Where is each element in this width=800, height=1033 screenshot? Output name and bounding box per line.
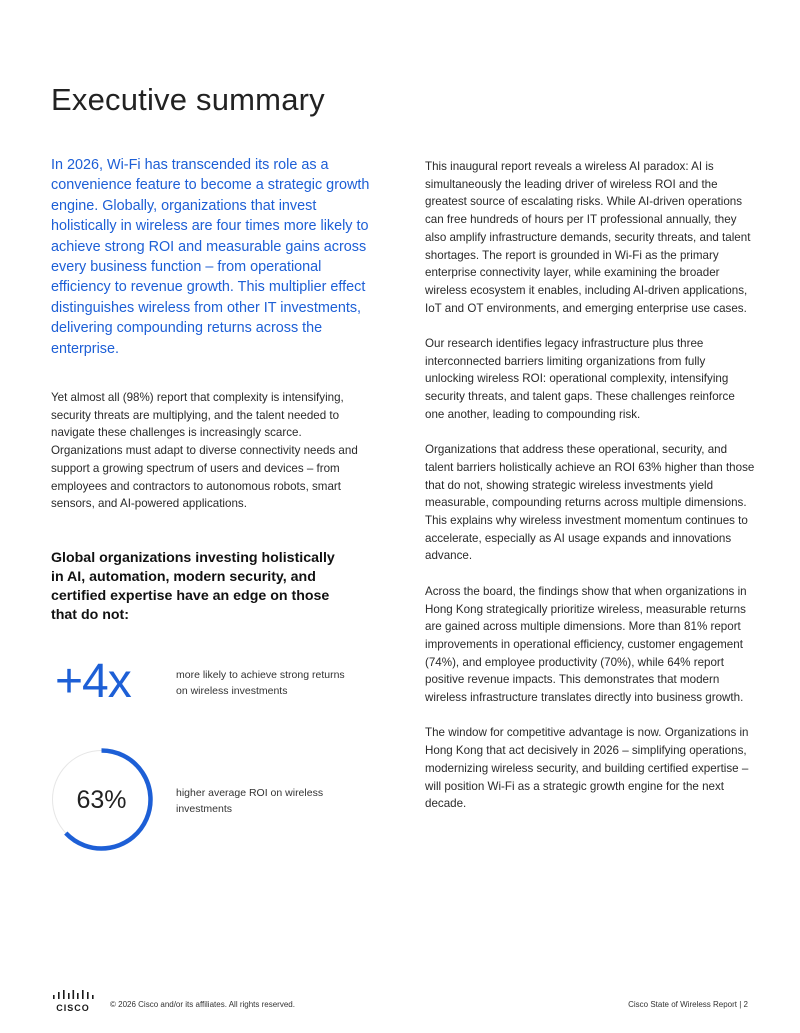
page-title: Executive summary: [51, 82, 325, 117]
stat-roi-value: 63%: [76, 786, 127, 814]
right-paragraph-2: Our research identifies legacy infrastructure plus three interconnected barriers limiting organizations from fully unlocking wireless ROI: operational complexity, intensifying security threats, and talent gaps. These challenges reinforce one another, leading to compounding risk.: [425, 337, 735, 421]
right-paragraph-5: The window for competitive advantage is now. Organizations in Hong Kong that act decisively in 2026 – simplifying operations, modernizing wireless security, and building certified expertise – will position Wi-Fi as a strategic growth engine for the next decade.: [425, 726, 749, 811]
stat-multiplier-value: +4x: [55, 655, 131, 708]
copyright-text: © 2026 Cisco and/or its affiliates. All rights reserved.: [110, 1000, 295, 1009]
right-paragraph-4: Across the board, the findings show that when organizations in Hong Kong strategically prioritize wireless, measurable returns are gained across multiple dimensions. More than 81% report improvements in operational efficiency, customer engagement (74%), and employee productivity (70%), while 64% report positive revenue impacts. This demonstrates that modern wireless infrastructure translates directly into business growth.: [425, 584, 747, 705]
stat-multiplier-description: more likely to achieve strong returns on wireless investments: [176, 669, 345, 697]
right-paragraph-1: This inaugural report reveals a wireless AI paradox: AI is simultaneously the leading driver of wireless ROI and the greatest source of escalating risks. While AI-driven operations can free hundreds of hours per IT professional annually, they also amplify infrastructure demands, security threats, and talent shortages. The report is grounded in Wi-Fi as the primary enterprise connectivity layer, while examining the broader wireless ecosystem it enables, including AI-driven applications, IoT and OT environments, and emerging enterprise use cases.: [425, 160, 751, 315]
page-footer: [0, 990, 800, 1020]
cisco-logo-text: CISCO: [56, 1003, 90, 1013]
left-body-paragraph: Yet almost all (98%) report that complexity is intensifying, security threats are multiplying, and the talent needed to navigate these challenges is increasingly scarce. Organizations must adapt to diverse connectivity needs and support a growing spectrum of users and devices – from employees and contractors to autonomous robots, smart sensors, and AI-powered applications.: [51, 391, 358, 511]
report-name-page-number: Cisco State of Wireless Report | 2: [628, 1000, 748, 1009]
callout-heading: Global organizations investing holistically in AI, automation, modern security, and certified expertise have an edge on those that do not:: [51, 550, 335, 623]
cisco-logo: [51, 990, 95, 1014]
right-paragraph-3: Organizations that address these operational, security, and talent barriers holistically achieve an ROI 63% higher than those that do not, showing strategic wireless investments yield measurable, compounding returns across multiple dimensions. This explains why wireless investment momentum continues to accelerate, especially as AI usage expands and innovations advance.: [425, 443, 755, 563]
stat-roi-description: higher average ROI on wireless investments: [176, 787, 324, 815]
right-column: [425, 158, 755, 831]
lead-paragraph: In 2026, Wi-Fi has transcended its role as a convenience feature to become a strategic growth engine. Globally, organizations that invest holistically in wireless are four times more likely to achieve strong ROI and measurable gains across every business function – from operational efficiency to revenue growth. This multiplier effect distinguishes wireless from other IT investments, delivering compounding returns across the enterprise.: [51, 157, 370, 357]
